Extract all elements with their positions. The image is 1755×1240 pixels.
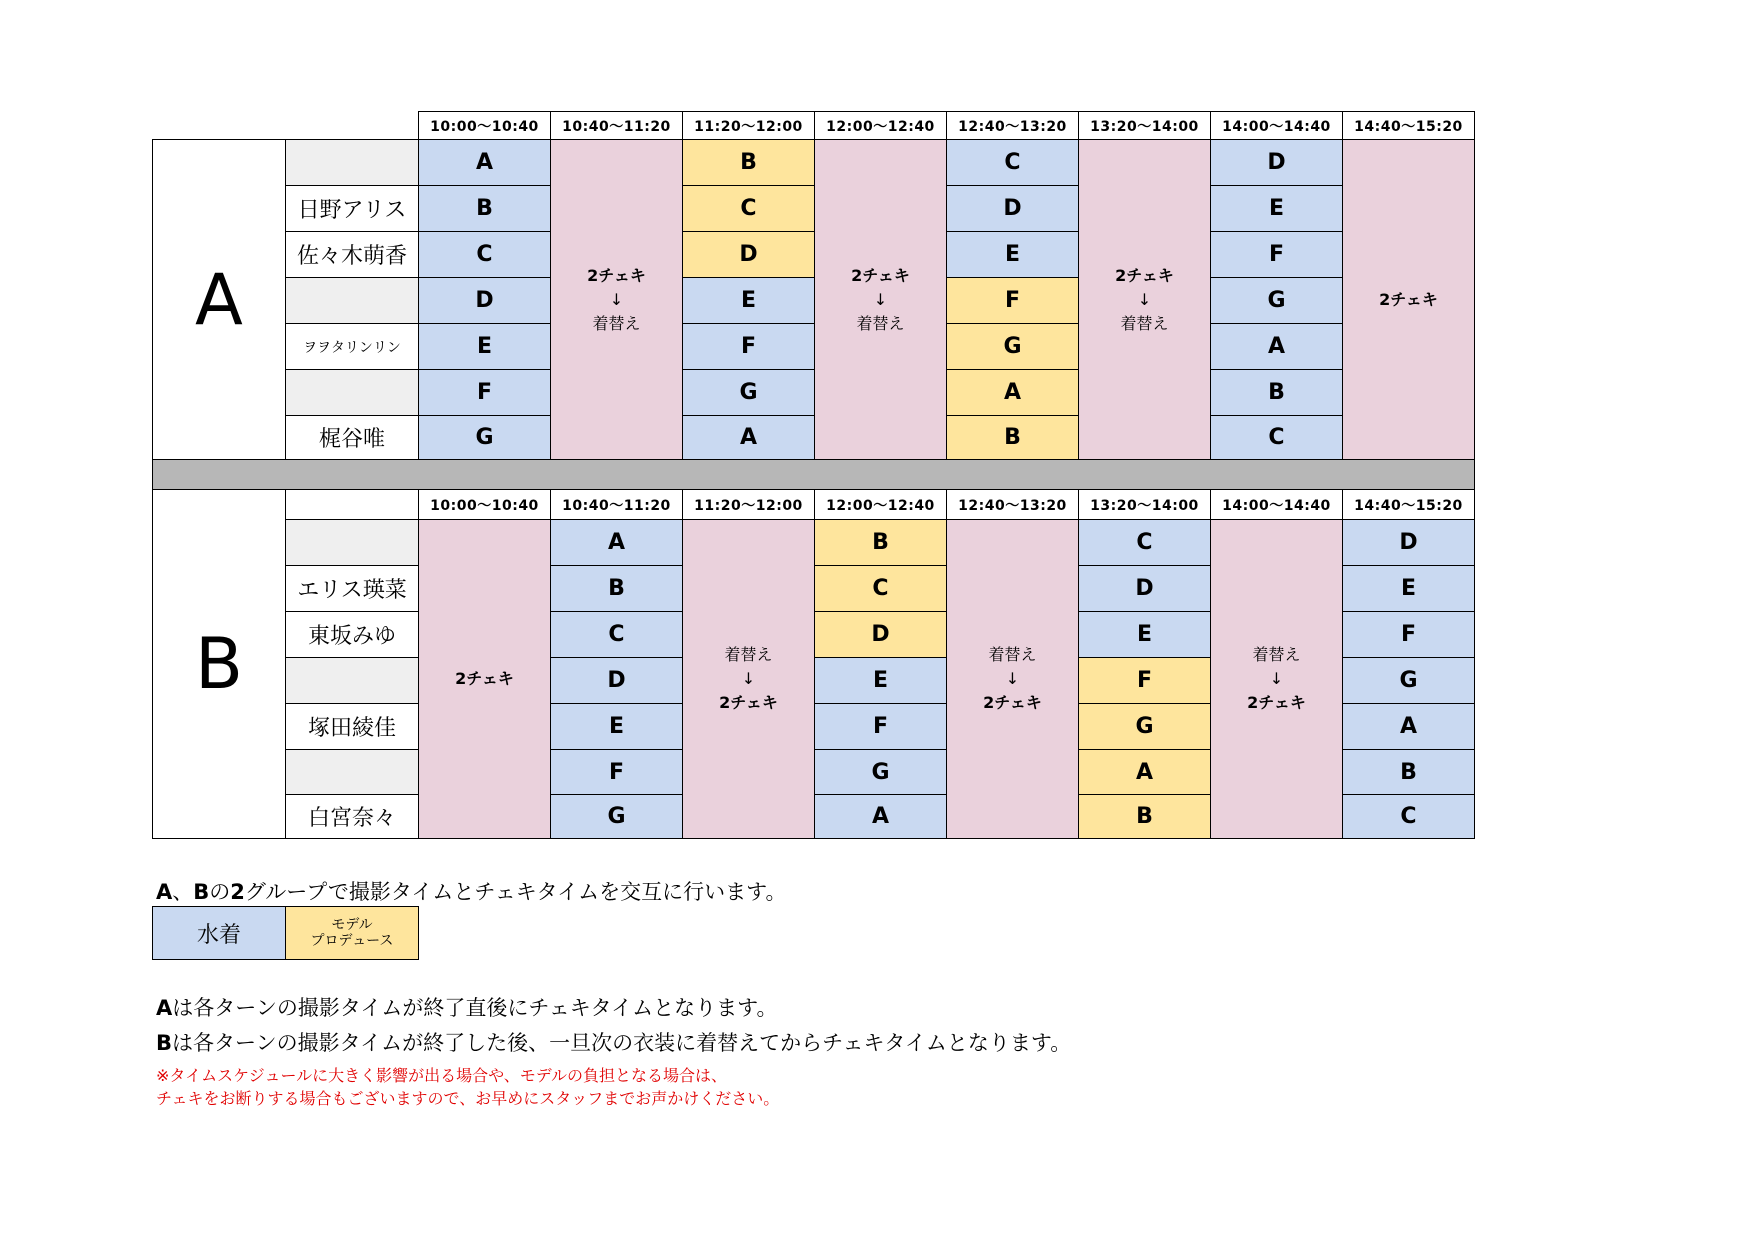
cheki-block: [418, 519, 551, 839]
intro-note: A、Bの2グループで撮影タイムとチェキタイムを交互に行います。: [156, 880, 787, 904]
cheki-block: [550, 139, 683, 460]
slot-cell: C: [550, 611, 683, 658]
slot-cell: D: [1210, 139, 1343, 186]
model-name: [285, 657, 419, 704]
slot-cell: C: [682, 185, 815, 232]
slot-cell: D: [1342, 519, 1475, 566]
cheki-label: 2チェキ: [1115, 265, 1174, 285]
time-header: 10:00〜10:40: [418, 111, 551, 140]
slot-cell: E: [946, 231, 1079, 278]
arrow-down-icon: ↓: [1269, 669, 1284, 688]
slot-cell: A: [682, 415, 815, 460]
slot-cell: B: [1210, 369, 1343, 416]
change-cheki-block: [682, 519, 815, 839]
slot-cell: C: [946, 139, 1079, 186]
slot-cell: E: [1078, 611, 1211, 658]
model-name: [285, 277, 419, 324]
slot-cell: A: [550, 519, 683, 566]
time-header: 13:20〜14:00: [1078, 111, 1211, 140]
slot-cell: D: [418, 277, 551, 324]
header-blank-cell: [285, 489, 419, 520]
slot-cell: F: [550, 749, 683, 795]
slot-cell: A: [418, 139, 551, 186]
slot-cell: E: [682, 277, 815, 324]
time-header: 10:40〜11:20: [550, 111, 683, 140]
slot-cell: C: [1210, 415, 1343, 460]
slot-cell: G: [418, 415, 551, 460]
slot-cell: D: [814, 611, 947, 658]
slot-cell: B: [814, 519, 947, 566]
slot-cell: F: [814, 703, 947, 750]
time-header: 14:00〜14:40: [1210, 489, 1343, 520]
cheki-block: [814, 139, 947, 460]
slot-cell: A: [1078, 749, 1211, 795]
time-header: 13:20〜14:00: [1078, 489, 1211, 520]
slot-cell: B: [946, 415, 1079, 460]
arrow-down-icon: ↓: [873, 289, 888, 309]
slot-cell: D: [550, 657, 683, 704]
time-header: 10:40〜11:20: [550, 489, 683, 520]
model-name: 佐々木萌香: [285, 231, 419, 278]
slot-cell: F: [1342, 611, 1475, 658]
cheki-label: 2チェキ: [983, 693, 1042, 712]
model-name: 塚田綾佳: [285, 703, 419, 750]
slot-cell: C: [814, 565, 947, 612]
slot-cell: E: [418, 323, 551, 370]
slot-cell: E: [550, 703, 683, 750]
group-a-label: A: [152, 139, 286, 460]
change-label: 着替え: [988, 645, 1037, 664]
slot-cell: A: [1210, 323, 1343, 370]
model-name: 梶谷唯: [285, 415, 419, 460]
change-label: 着替え: [856, 313, 905, 333]
slot-cell: F: [1210, 231, 1343, 278]
slot-cell: E: [814, 657, 947, 704]
slot-cell: C: [1342, 794, 1475, 839]
group-divider: [152, 459, 1475, 490]
time-header: 12:40〜13:20: [946, 111, 1079, 140]
change-label: 着替え: [592, 313, 641, 333]
time-header: 11:20〜12:00: [682, 111, 815, 140]
slot-cell: C: [418, 231, 551, 278]
cheki-block: [1342, 139, 1475, 460]
model-name: 日野アリス: [285, 185, 419, 232]
time-header: 10:00〜10:40: [418, 489, 551, 520]
change-label: 着替え: [1252, 645, 1301, 664]
slot-cell: D: [946, 185, 1079, 232]
time-header: 14:00〜14:40: [1210, 111, 1343, 140]
cheki-block: [1078, 139, 1211, 460]
cheki-label: 2チェキ: [1247, 693, 1306, 712]
note-group-a: Aは各ターンの撮影タイムが終了直後にチェキタイムとなります。: [156, 996, 778, 1020]
model-name: 白宮奈々: [285, 794, 419, 839]
cheki-label: 2チェキ: [1379, 289, 1438, 309]
slot-cell: E: [1210, 185, 1343, 232]
model-name: [285, 749, 419, 795]
time-header: 12:00〜12:40: [814, 489, 947, 520]
arrow-down-icon: ↓: [1005, 669, 1020, 688]
model-name: [285, 369, 419, 416]
legend-swimsuit: 水着: [152, 906, 286, 960]
change-cheki-block: [946, 519, 1079, 839]
slot-cell: A: [814, 794, 947, 839]
note-group-b: Bは各ターンの撮影タイムが終了した後、一旦次の衣装に着替えてからチェキタイムとなります。: [156, 1031, 1072, 1055]
slot-cell: D: [682, 231, 815, 278]
slot-cell: F: [418, 369, 551, 416]
time-header: 14:40〜15:20: [1342, 489, 1475, 520]
warning-line-1: ※タイムスケジュールに大きく影響が出る場合や、モデルの負担となる場合は、: [156, 1066, 728, 1085]
time-header: 12:40〜13:20: [946, 489, 1079, 520]
slot-cell: G: [550, 794, 683, 839]
legend-model-produce: モデル プロデュース: [285, 906, 419, 960]
model-name: エリス瑛菜: [285, 565, 419, 612]
slot-cell: G: [946, 323, 1079, 370]
time-header: 12:00〜12:40: [814, 111, 947, 140]
slot-cell: G: [1078, 703, 1211, 750]
model-name: [285, 519, 419, 566]
slot-cell: G: [1342, 657, 1475, 704]
cheki-label: 2チェキ: [851, 265, 910, 285]
slot-cell: C: [1078, 519, 1211, 566]
slot-cell: E: [1342, 565, 1475, 612]
slot-cell: F: [1078, 657, 1211, 704]
arrow-down-icon: ↓: [741, 669, 756, 688]
slot-cell: B: [550, 565, 683, 612]
change-label: 着替え: [1120, 313, 1169, 333]
time-header: 11:20〜12:00: [682, 489, 815, 520]
slot-cell: F: [946, 277, 1079, 324]
time-header: 14:40〜15:20: [1342, 111, 1475, 140]
slot-cell: B: [418, 185, 551, 232]
slot-cell: G: [814, 749, 947, 795]
warning-line-2: チェキをお断りする場合もございますので、お早めにスタッフまでお声かけください。: [156, 1089, 780, 1108]
slot-cell: B: [1342, 749, 1475, 795]
slot-cell: B: [682, 139, 815, 186]
model-name: ヲヲタリンリン: [285, 323, 419, 370]
model-name: [285, 139, 419, 186]
change-label: 着替え: [724, 645, 773, 664]
slot-cell: G: [1210, 277, 1343, 324]
slot-cell: G: [682, 369, 815, 416]
cheki-label: 2チェキ: [587, 265, 646, 285]
slot-cell: B: [1078, 794, 1211, 839]
slot-cell: D: [1078, 565, 1211, 612]
slot-cell: F: [682, 323, 815, 370]
arrow-down-icon: ↓: [609, 289, 624, 309]
model-name: 東坂みゆ: [285, 611, 419, 658]
slot-cell: A: [1342, 703, 1475, 750]
slot-cell: A: [946, 369, 1079, 416]
change-cheki-block: [1210, 519, 1343, 839]
group-b-label: B: [152, 489, 286, 839]
arrow-down-icon: ↓: [1137, 289, 1152, 309]
cheki-label: 2チェキ: [719, 693, 778, 712]
cheki-label: 2チェキ: [455, 669, 514, 688]
